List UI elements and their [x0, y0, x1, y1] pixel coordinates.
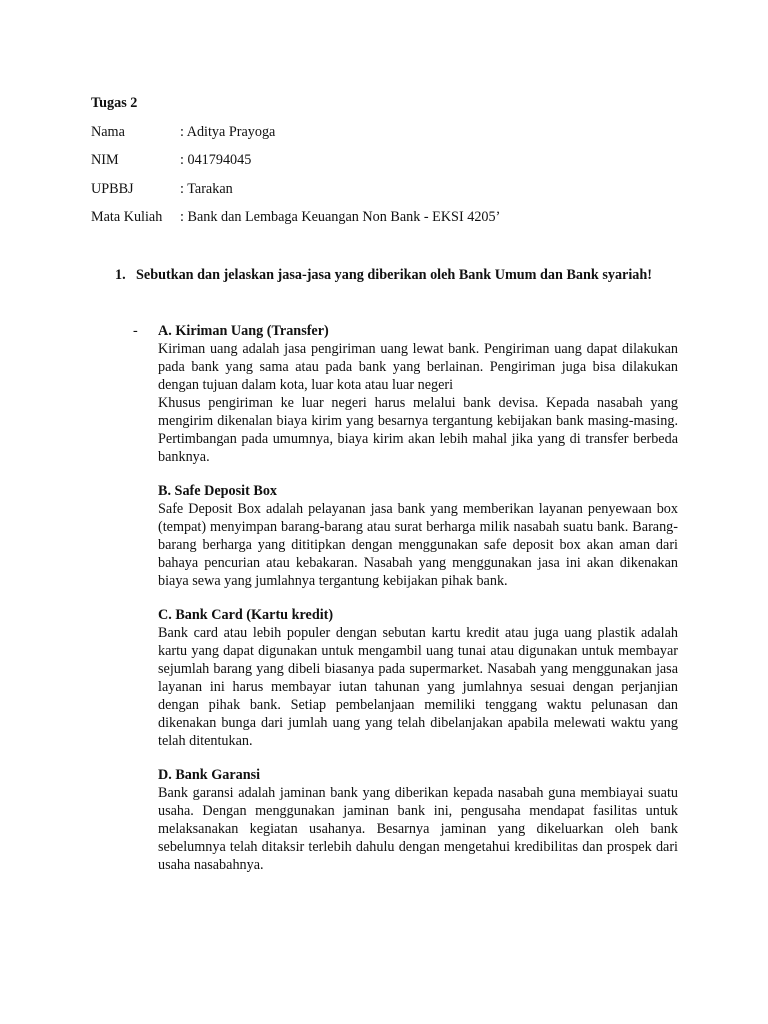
question-text: Sebutkan dan jelaskan jasa-jasa yang diberikan oleh Bank Umum dan Bank syariah!	[136, 267, 653, 283]
section-heading: D. Bank Garansi	[158, 767, 261, 783]
info-label: UPBBJ	[91, 181, 134, 197]
section-paragraph: Kiriman uang adalah jasa pengiriman uang lewat bank. Pengiriman uang dapat dilakukan pada bank yang sama atau pada bank yang berlainan. Pengiriman juga bisa dilakukan dengan tujuan dalam kota, luar kota atau luar negeri	[158, 341, 678, 393]
section-heading: A. Kiriman Uang (Transfer)	[158, 323, 329, 339]
section-paragraph: Bank card atau lebih populer dengan sebutan kartu kredit atau juga uang plastik adalah kartu yang dapat digunakan untuk mengambil uang tunai atau digunakan untuk membayar sejumlah barang yang dibeli biasanya pada supermarket. Nasabah yang menggunakan jasa layanan ini harus membayar iutan tahunan yang jumlahnya sesuai dengan perjanjian dengan pihak bank. Setiap pembelanjaan memiliki tenggang waktu pelunasan dan dikenakan bunga dari jumlah uang yang telah dibelanjakan apabila melewati waktu yang telah ditentukan.	[158, 625, 678, 749]
list-bullet: -	[133, 323, 138, 339]
section-d	[158, 766, 678, 874]
info-label: Mata Kuliah	[91, 209, 163, 225]
question-number: 1.	[115, 267, 126, 283]
section-paragraph: Khusus pengiriman ke luar negeri harus melalui bank devisa. Kepada nasabah yang mengirim dikenalan biaya kirim yang besarnya tergantung kebijakan bank masing-masing. Pertimbangan pada umumnya, biaya kirim akan lebih mahal jika yang di transfer berbeda banknya.	[158, 395, 678, 465]
section-heading: C. Bank Card (Kartu kredit)	[158, 607, 334, 623]
section-a	[158, 322, 678, 466]
info-value: : 041794045	[180, 152, 252, 168]
section-paragraph: Safe Deposit Box adalah pelayanan jasa bank yang memberikan layanan penyewaan box (tempat) menyimpan barang-barang atau surat berharga milik nasabah suatu bank. Barang-barang berharga yang dititipkan dengan menggunakan safe deposit box akan aman dari bahaya pencurian atau kebakaran. Nasabah yang menggunakan jasa ini akan dikenakan biaya sewa yang jumlahnya tergantung kebijakan pihak bank.	[158, 501, 678, 589]
section-c	[158, 606, 678, 750]
document-title: Tugas 2	[91, 95, 138, 111]
info-value: : Tarakan	[180, 181, 233, 197]
info-label: Nama	[91, 124, 125, 140]
info-value: : Bank dan Lembaga Keuangan Non Bank - EKSI 4205’	[180, 209, 501, 225]
info-label: NIM	[91, 152, 119, 168]
section-b	[158, 482, 678, 590]
section-heading: B. Safe Deposit Box	[158, 483, 278, 499]
info-value: : Aditya Prayoga	[180, 124, 276, 140]
section-paragraph: Bank garansi adalah jaminan bank yang diberikan kepada nasabah guna membiayai suatu usaha. Dengan menggunakan jaminan bank ini, pengusaha mendapat fasilitas untuk melaksanakan kegiatan usahanya. Besarnya jaminan yang dikeluarkan oleh bank sebelumnya telah ditaksir terlebih dahulu dengan mengetahui kredibilitas dan prospek dari usaha nasabahnya.	[158, 785, 678, 873]
